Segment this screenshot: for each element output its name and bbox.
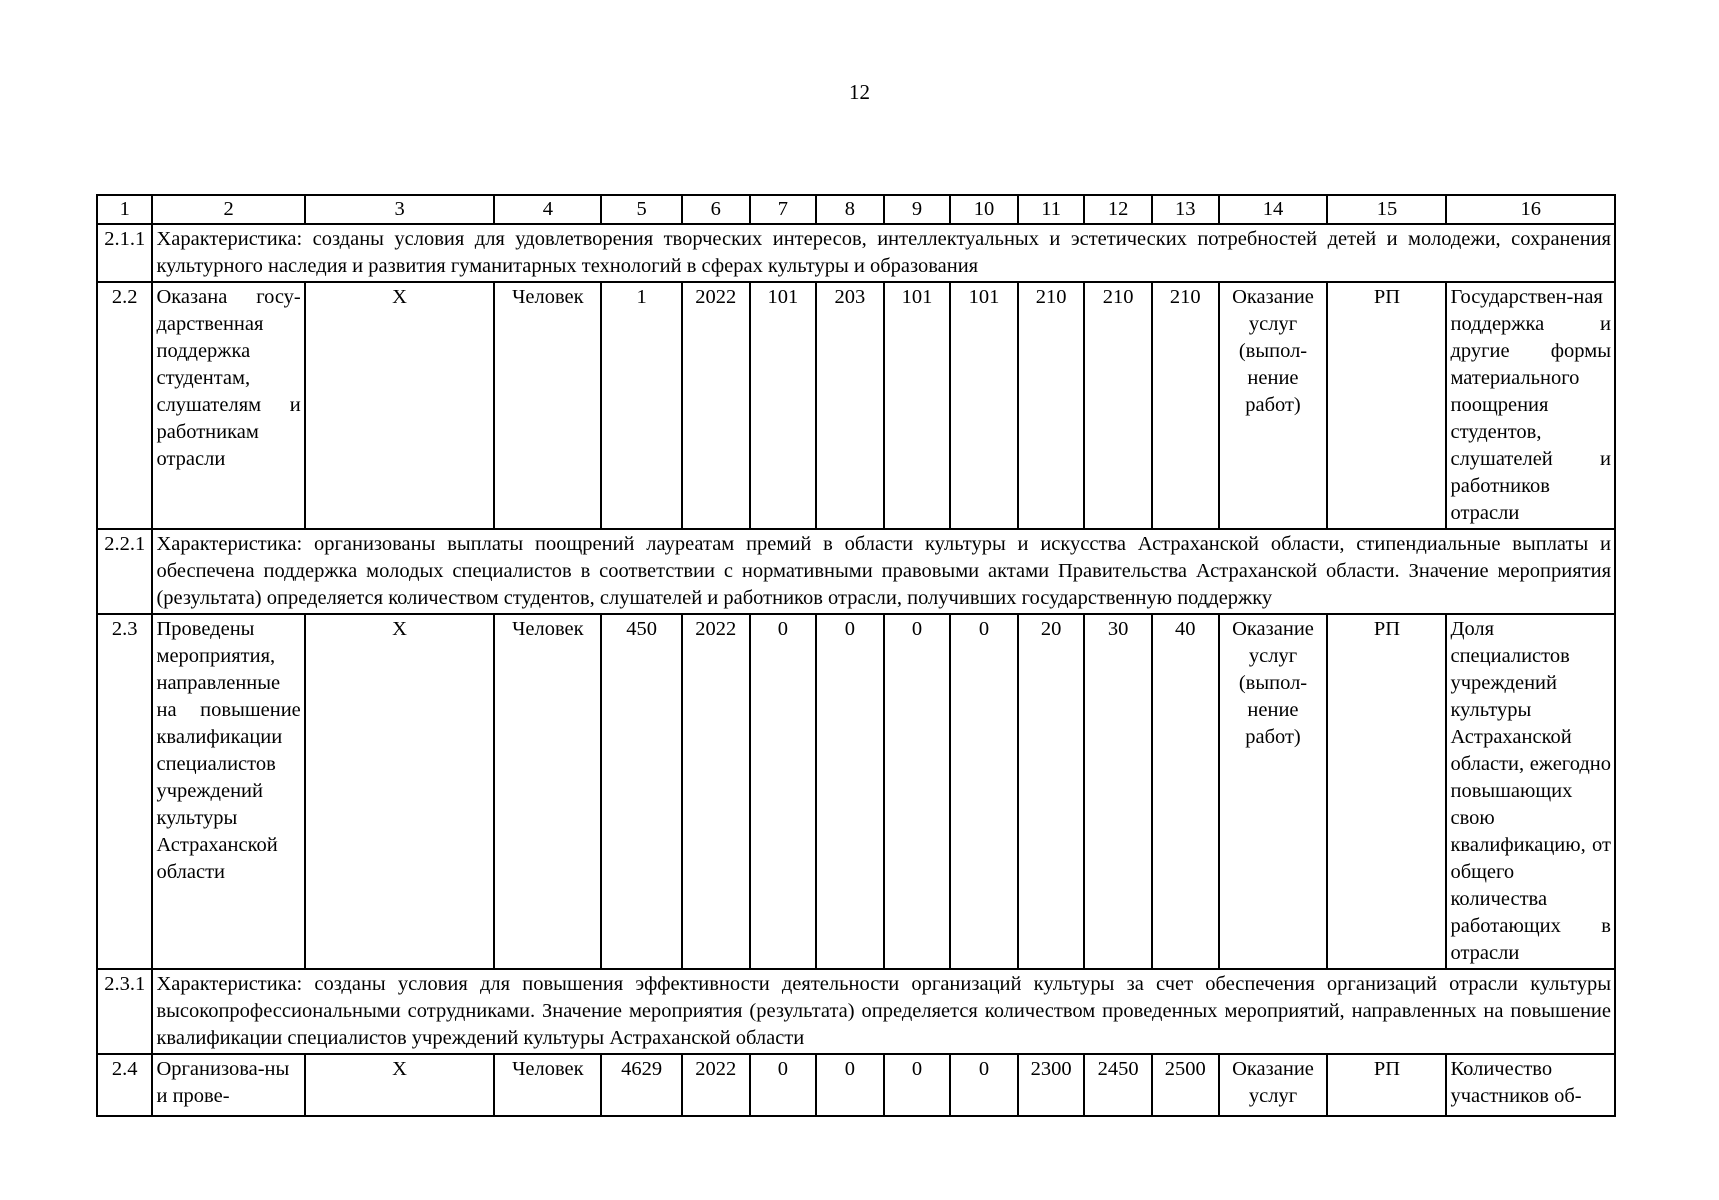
cell-unit: Человек (494, 614, 601, 969)
column-header: 16 (1446, 195, 1615, 224)
cell-value: 0 (816, 614, 884, 969)
cell-value: 0 (750, 1054, 817, 1116)
cell-value: 20 (1018, 614, 1085, 969)
cell-value: 0 (884, 614, 951, 969)
cell-col3: X (305, 282, 495, 529)
column-header: 6 (682, 195, 750, 224)
column-header: 12 (1084, 195, 1152, 224)
cell-value: 2300 (1018, 1054, 1085, 1116)
cell-type: Оказание услуг (1219, 1054, 1328, 1116)
cell-value: 210 (1152, 282, 1219, 529)
cell-base-value: 4629 (601, 1054, 682, 1116)
cell-value: 0 (750, 614, 817, 969)
cell-base-year: 2022 (682, 614, 750, 969)
characteristic-text: Характеристика: организованы выплаты поощрений лауреатам премий в области культуры и искусства Астраханской области, стипендиальные выплаты и обеспечена поддержка молодых специалистов в соответствии с нормативными правовыми актами Правительства Астраханской области. Значение мероприятия (результата) определяется количеством студентов, слушателей и работников отрасли, получивших государственную поддержку (152, 529, 1615, 614)
cell-base-year: 2022 (682, 282, 750, 529)
cell-value: 203 (816, 282, 884, 529)
cell-note: Доля специалистов учреждений культуры Астраханской области, ежегодно повышающих свою квалификацию, от общего количества работающих в отрасли (1446, 614, 1615, 969)
characteristic-row (97, 969, 1615, 1054)
row-id: 2.3.1 (97, 969, 152, 1054)
column-header: 15 (1327, 195, 1446, 224)
cell-unit: Человек (494, 1054, 601, 1116)
cell-value: 2500 (1152, 1054, 1219, 1116)
cell-base-year: 2022 (682, 1054, 750, 1116)
cell-value: 101 (950, 282, 1018, 529)
column-header: 7 (750, 195, 817, 224)
row-id: 2.4 (97, 1054, 152, 1116)
cell-value: 0 (884, 1054, 951, 1116)
column-header: 10 (950, 195, 1018, 224)
measure-name: Организова-ны и прове- (152, 1054, 304, 1116)
column-header: 9 (884, 195, 951, 224)
characteristic-row (97, 529, 1615, 614)
column-header: 5 (601, 195, 682, 224)
cell-level: РП (1327, 614, 1446, 969)
column-header: 2 (152, 195, 304, 224)
measure-name: Оказана госу-дарственная поддержка студентам, слушателям и работникам отрасли (152, 282, 304, 529)
column-header: 14 (1219, 195, 1328, 224)
column-header: 13 (1152, 195, 1219, 224)
column-header: 4 (494, 195, 601, 224)
cell-type: Оказание услуг (выпол-нение работ) (1219, 282, 1328, 529)
cell-value: 101 (750, 282, 817, 529)
row-id: 2.1.1 (97, 224, 152, 282)
page-number: 12 (849, 80, 870, 104)
characteristic-row (97, 224, 1615, 282)
measure-name: Проведены мероприятия, направленные на повышение квалификации специалистов учреждений культуры Астраханской области (152, 614, 304, 969)
characteristic-text: Характеристика: созданы условия для удовлетворения творческих интересов, интеллектуальных и эстетических потребностей детей и молодежи, сохранения культурного наследия и развития гуманитарных технологий в сферах культуры и образования (152, 224, 1615, 282)
column-header: 3 (305, 195, 495, 224)
column-number-row (97, 195, 1615, 224)
cell-level: РП (1327, 1054, 1446, 1116)
cell-type: Оказание услуг (выпол-нение работ) (1219, 614, 1328, 969)
cell-value: 2450 (1084, 1054, 1152, 1116)
cell-base-value: 1 (601, 282, 682, 529)
measures-table (96, 194, 1616, 1117)
cell-value: 40 (1152, 614, 1219, 969)
cell-value: 0 (950, 614, 1018, 969)
row-id: 2.2.1 (97, 529, 152, 614)
row-id: 2.2 (97, 282, 152, 529)
cell-unit: Человек (494, 282, 601, 529)
characteristic-text: Характеристика: созданы условия для повышения эффективности деятельности организаций культуры за счет обеспечения организаций отрасли культуры высокопрофессиональными сотрудниками. Значение мероприятия (результата) определяется количеством проведенных мероприятий, направленных на повышение квалификации специалистов учреждений культуры Астраханской области (152, 969, 1615, 1054)
measure-row (97, 282, 1615, 529)
measure-row (97, 614, 1615, 969)
cell-level: РП (1327, 282, 1446, 529)
column-header: 8 (816, 195, 884, 224)
cell-note: Количество участников об- (1446, 1054, 1615, 1116)
cell-note: Государствен-ная поддержка и другие формы материального поощрения студентов, слушателей и работников отрасли (1446, 282, 1615, 529)
column-header: 11 (1018, 195, 1085, 224)
cell-base-value: 450 (601, 614, 682, 969)
cell-value: 210 (1018, 282, 1085, 529)
cell-value: 101 (884, 282, 951, 529)
cell-value: 30 (1084, 614, 1152, 969)
row-id: 2.3 (97, 614, 152, 969)
cell-value: 0 (816, 1054, 884, 1116)
measure-row (97, 1054, 1615, 1116)
column-header: 1 (97, 195, 152, 224)
cell-value: 210 (1084, 282, 1152, 529)
cell-col3: X (305, 1054, 495, 1116)
cell-value: 0 (950, 1054, 1018, 1116)
cell-col3: X (305, 614, 495, 969)
